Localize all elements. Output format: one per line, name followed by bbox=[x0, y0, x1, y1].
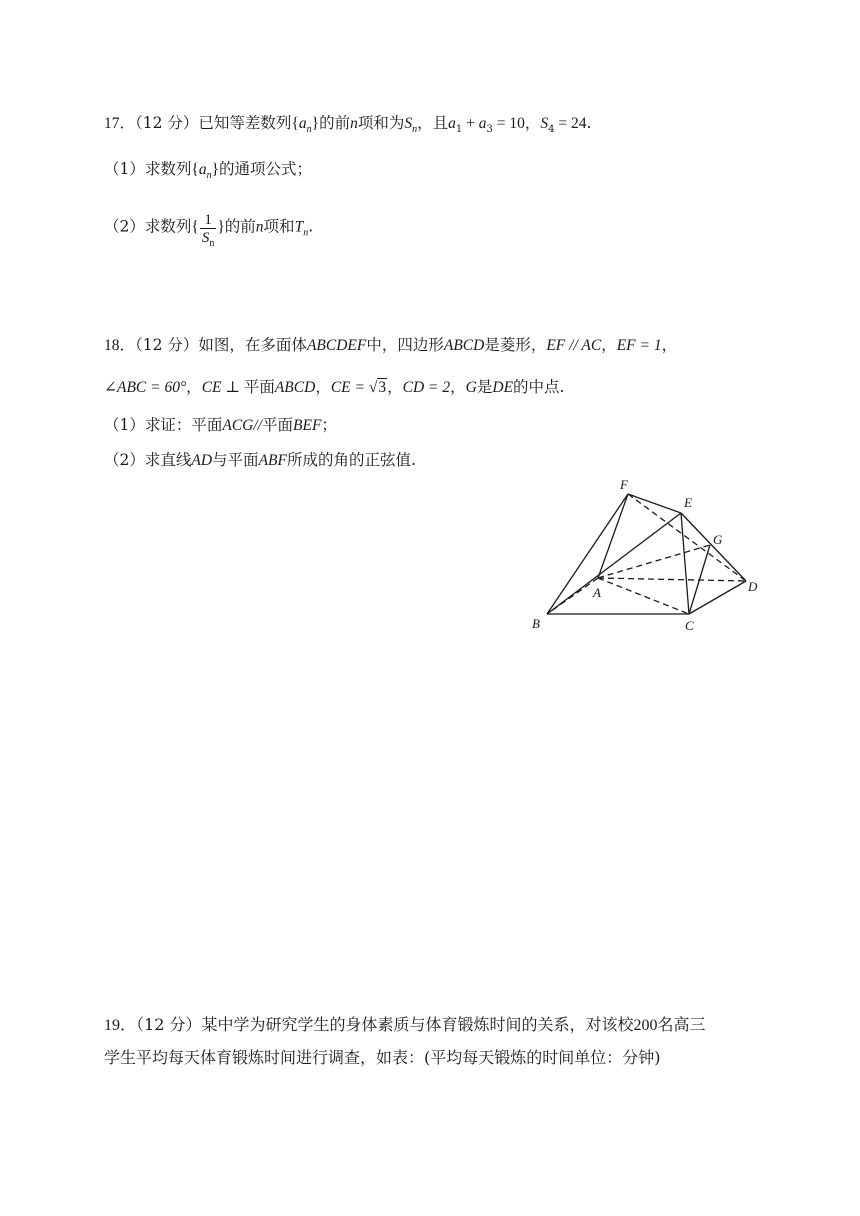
plus: + bbox=[462, 115, 479, 132]
sub-n: n bbox=[303, 227, 309, 239]
plane-BEF: BEF bbox=[293, 417, 322, 434]
hidden-edge-AC bbox=[598, 578, 689, 614]
plane-ABF: ABF bbox=[258, 452, 287, 469]
hidden-edge-AD bbox=[598, 578, 746, 581]
q17-part1-text: （1）求数列 bbox=[104, 160, 192, 178]
edge-BF bbox=[547, 494, 628, 614]
q17-text: 已知等差数列 bbox=[198, 114, 292, 132]
var-S: S bbox=[540, 115, 549, 132]
segment-DE: DE bbox=[492, 379, 514, 396]
brace: } bbox=[217, 218, 225, 236]
q17-part1 bbox=[104, 158, 312, 181]
q17-part2-text: 的前 bbox=[224, 217, 256, 236]
plane-name: ABCD bbox=[274, 379, 316, 396]
comma: ， bbox=[387, 378, 403, 396]
q18-text: 平面 bbox=[243, 378, 275, 396]
radicand: 3 bbox=[378, 379, 387, 396]
edge-BE bbox=[547, 513, 681, 614]
var-n: n bbox=[350, 115, 358, 132]
parallel-statement: EF // AC bbox=[546, 337, 602, 354]
q17-part2-text: （2）求数列 bbox=[104, 217, 192, 236]
q18-line2 bbox=[104, 376, 564, 399]
var-a: a bbox=[298, 115, 307, 132]
label-E: E bbox=[684, 495, 692, 510]
plane-ACG: ACG bbox=[222, 417, 254, 434]
q18-part1-text: ； bbox=[321, 416, 337, 434]
label-C: C bbox=[685, 618, 694, 633]
length-statement: CE = bbox=[330, 379, 369, 396]
label-D: D bbox=[748, 579, 758, 594]
q18-text: 的中点. bbox=[513, 378, 565, 396]
q17-part2-text: 项和 bbox=[263, 217, 295, 236]
q18-part1 bbox=[104, 414, 337, 437]
comma: ， bbox=[450, 378, 466, 396]
fraction-1-over-Sn bbox=[200, 212, 217, 247]
q18-text: 中，四边形 bbox=[366, 336, 444, 354]
comma: ， bbox=[661, 336, 678, 354]
q19-score: （12 分） bbox=[136, 1015, 202, 1034]
q18-text: 是 bbox=[476, 378, 493, 396]
q18-text: 如图，在多面体 bbox=[198, 336, 307, 354]
line-AD: AD bbox=[191, 452, 213, 469]
brace: { bbox=[191, 161, 199, 178]
q18-score: （12 分） bbox=[135, 336, 199, 354]
length-statement: CD = 2 bbox=[402, 379, 451, 396]
q17-line1 bbox=[104, 112, 591, 135]
sub-3: 3 bbox=[486, 124, 493, 135]
numerator: 1 bbox=[204, 212, 212, 228]
var-S: S bbox=[404, 115, 413, 132]
q19-text: 学生平均每天体育锻炼时间进行调查，如表：(平均每天锻炼的时间单位：分钟) bbox=[104, 1048, 661, 1067]
q18-text: 是菱形， bbox=[484, 336, 547, 354]
sub-n: n bbox=[209, 238, 215, 249]
q17-part2 bbox=[104, 210, 314, 249]
sqrt-3: √3 bbox=[368, 379, 387, 396]
length-statement: EF = 1 bbox=[616, 337, 662, 354]
hidden-edge-AB bbox=[547, 578, 598, 614]
student-count: 200 bbox=[633, 1017, 658, 1034]
equation: = 10 bbox=[492, 115, 525, 132]
q19-text: 某中学为研究学生的身体素质与体育锻炼时间的关系，对该校 bbox=[201, 1015, 634, 1034]
q17-score: （12 分） bbox=[135, 114, 199, 132]
q18-part2-text: （2）求直线 bbox=[104, 451, 192, 469]
q18-part2 bbox=[104, 449, 416, 472]
hidden-edge-AG bbox=[598, 545, 710, 578]
q17-text: 项和为 bbox=[357, 114, 405, 132]
edge-EC bbox=[681, 513, 689, 614]
perp-symbol: ⊥ bbox=[221, 379, 244, 396]
label-B: B bbox=[532, 616, 540, 631]
brace: { bbox=[291, 115, 299, 132]
var-a: a bbox=[198, 161, 207, 178]
q19-line1 bbox=[104, 1014, 706, 1037]
sub-n: n bbox=[412, 124, 418, 135]
edge-FE bbox=[628, 494, 681, 513]
var-S: S bbox=[201, 230, 210, 246]
period: . bbox=[586, 114, 592, 132]
equation: = 24 bbox=[554, 115, 587, 132]
edge-ED bbox=[681, 513, 746, 581]
var-n: n bbox=[255, 218, 264, 236]
polyhedron-name: ABCDEF bbox=[306, 337, 367, 354]
quad-name: ABCD bbox=[443, 337, 485, 354]
q17-text: ，且 bbox=[417, 114, 449, 132]
period: . bbox=[308, 217, 314, 236]
comma: ， bbox=[186, 378, 202, 396]
q18-part2-text: 所成的角的正弦值. bbox=[286, 451, 416, 469]
sub-4: 4 bbox=[548, 124, 555, 135]
brace: } bbox=[311, 115, 320, 132]
label-F: F bbox=[620, 477, 628, 492]
brace: { bbox=[191, 218, 199, 236]
label-A: A bbox=[593, 585, 601, 600]
comma: ， bbox=[315, 378, 331, 396]
q19-number: 19． bbox=[104, 1017, 137, 1034]
var-T: T bbox=[294, 218, 304, 236]
q19-line2 bbox=[104, 1047, 661, 1069]
brace: } bbox=[211, 161, 220, 178]
point-G: G bbox=[465, 379, 477, 396]
segment-CE: CE bbox=[201, 379, 222, 396]
q17-number: 17． bbox=[104, 115, 136, 132]
label-G: G bbox=[713, 532, 723, 547]
q18-part2-text: 与平面 bbox=[212, 451, 259, 469]
var-a: a bbox=[478, 115, 487, 132]
q18-part1-text: （1）求证：平面 bbox=[104, 416, 223, 434]
q18-line1 bbox=[104, 334, 677, 357]
denominator bbox=[200, 228, 217, 247]
edge-FA bbox=[598, 494, 628, 578]
comma: ， bbox=[601, 336, 617, 354]
sub-n: n bbox=[206, 170, 212, 181]
q18-number: 18． bbox=[104, 337, 136, 354]
polyhedron-figure bbox=[525, 475, 770, 637]
comma: ， bbox=[524, 114, 541, 132]
parallel-symbol: // bbox=[253, 417, 262, 434]
q19-text: 名高三 bbox=[657, 1015, 706, 1034]
q17-part1-text: 的通项公式； bbox=[219, 160, 313, 178]
q17-text: 的前 bbox=[319, 114, 351, 132]
var-a: a bbox=[448, 115, 456, 132]
sub-1: 1 bbox=[455, 124, 463, 135]
q18-part1-text: 平面 bbox=[262, 416, 294, 434]
sub-n: n bbox=[306, 124, 312, 135]
angle-statement: ∠ABC = 60° bbox=[104, 379, 187, 396]
